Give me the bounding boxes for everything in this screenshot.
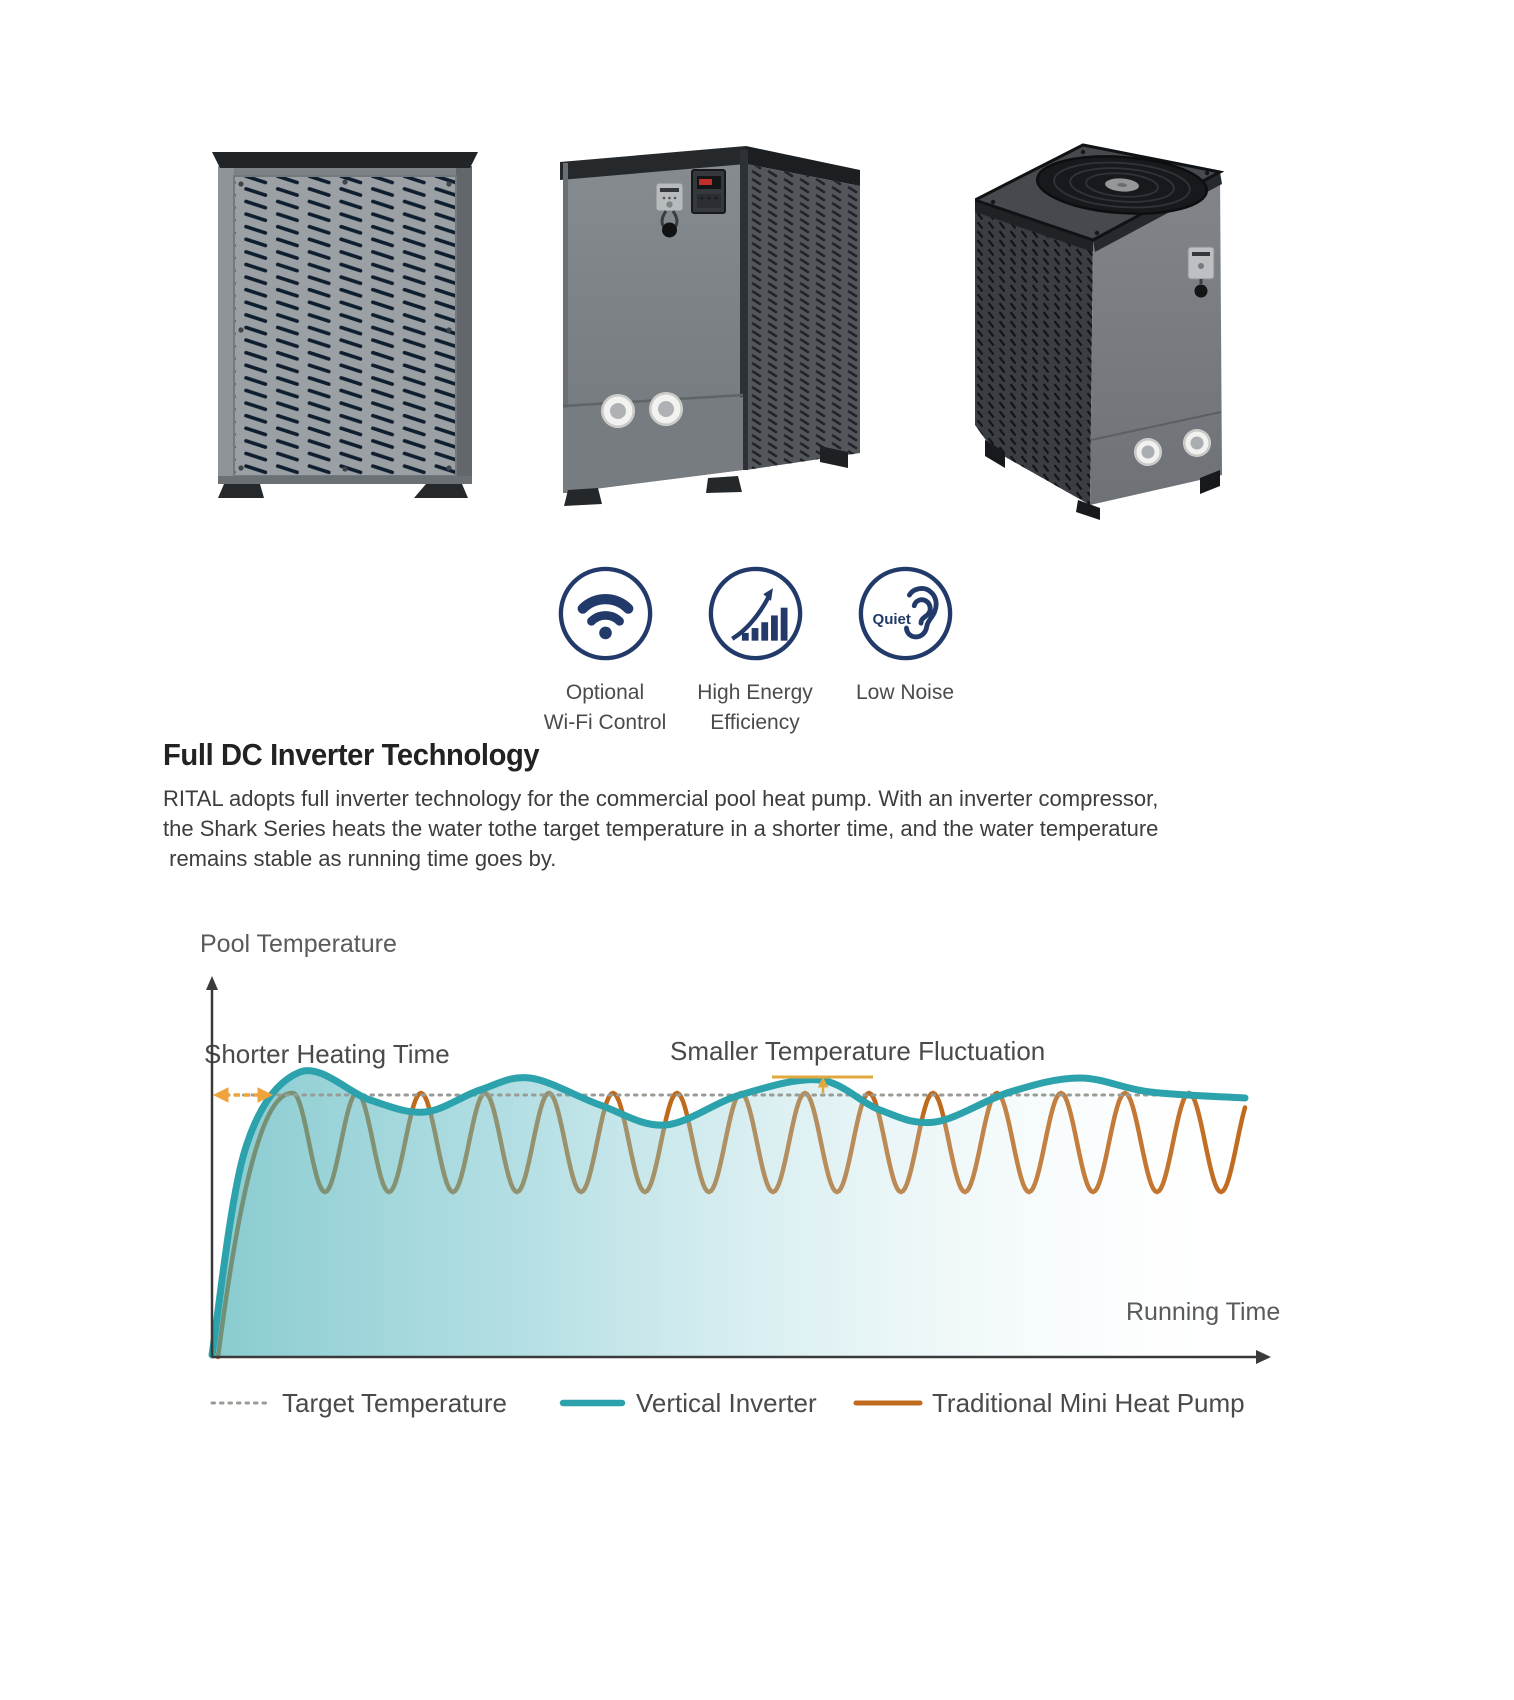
y-axis-label: Pool Temperature <box>200 930 397 958</box>
shorter-heating-time-label: Shorter Heating Time <box>204 1039 450 1069</box>
feature-label-line: Efficiency <box>710 711 800 734</box>
x-axis-arrowhead <box>1256 1350 1271 1364</box>
body-line: remains stable as running time goes by. <box>163 846 557 871</box>
feature-label-line: Low Noise <box>855 681 955 704</box>
energy-efficiency-icon <box>707 565 804 662</box>
y-axis-arrowhead <box>206 976 218 990</box>
legend-target-label: Target Temperature <box>282 1388 507 1418</box>
x-axis-label: Running Time <box>1126 1298 1281 1326</box>
product-image-front-grille <box>210 148 480 500</box>
legend-traditional-label: Traditional Mini Heat Pump <box>932 1388 1245 1418</box>
quiet-text: Quiet <box>872 611 911 629</box>
feature-label-line: High Energy <box>697 681 813 704</box>
body-line: the Shark Series heats the water tothe target temperature in a shorter time, and the water temperature <box>163 816 1159 841</box>
feature-high-efficiency <box>675 565 835 738</box>
legend-inverter-label: Vertical Inverter <box>636 1388 817 1418</box>
product-gallery <box>0 0 1514 540</box>
low-noise-ear-icon <box>857 565 954 662</box>
fluctuation-label: Smaller Temperature Fluctuation <box>670 1036 1046 1066</box>
feature-low-noise <box>825 565 985 708</box>
inverter-area-fill <box>212 1071 1245 1357</box>
section-heading: Full DC Inverter Technology <box>163 737 540 772</box>
feature-label-line: Optional <box>565 681 645 704</box>
feature-label-line: Wi-Fi Control <box>543 711 667 734</box>
product-image-top-fan-view <box>975 140 1227 520</box>
pool-temperature-chart <box>170 860 1320 1420</box>
chart-legend <box>212 1388 1245 1418</box>
feature-wifi <box>525 565 685 738</box>
controller-display <box>692 170 725 213</box>
wifi-icon <box>557 565 654 662</box>
product-image-side-view <box>558 138 862 506</box>
body-line: RITAL adopts full inverter technology for the commercial pool heat pump. With an inverter compressor, <box>163 786 1159 811</box>
